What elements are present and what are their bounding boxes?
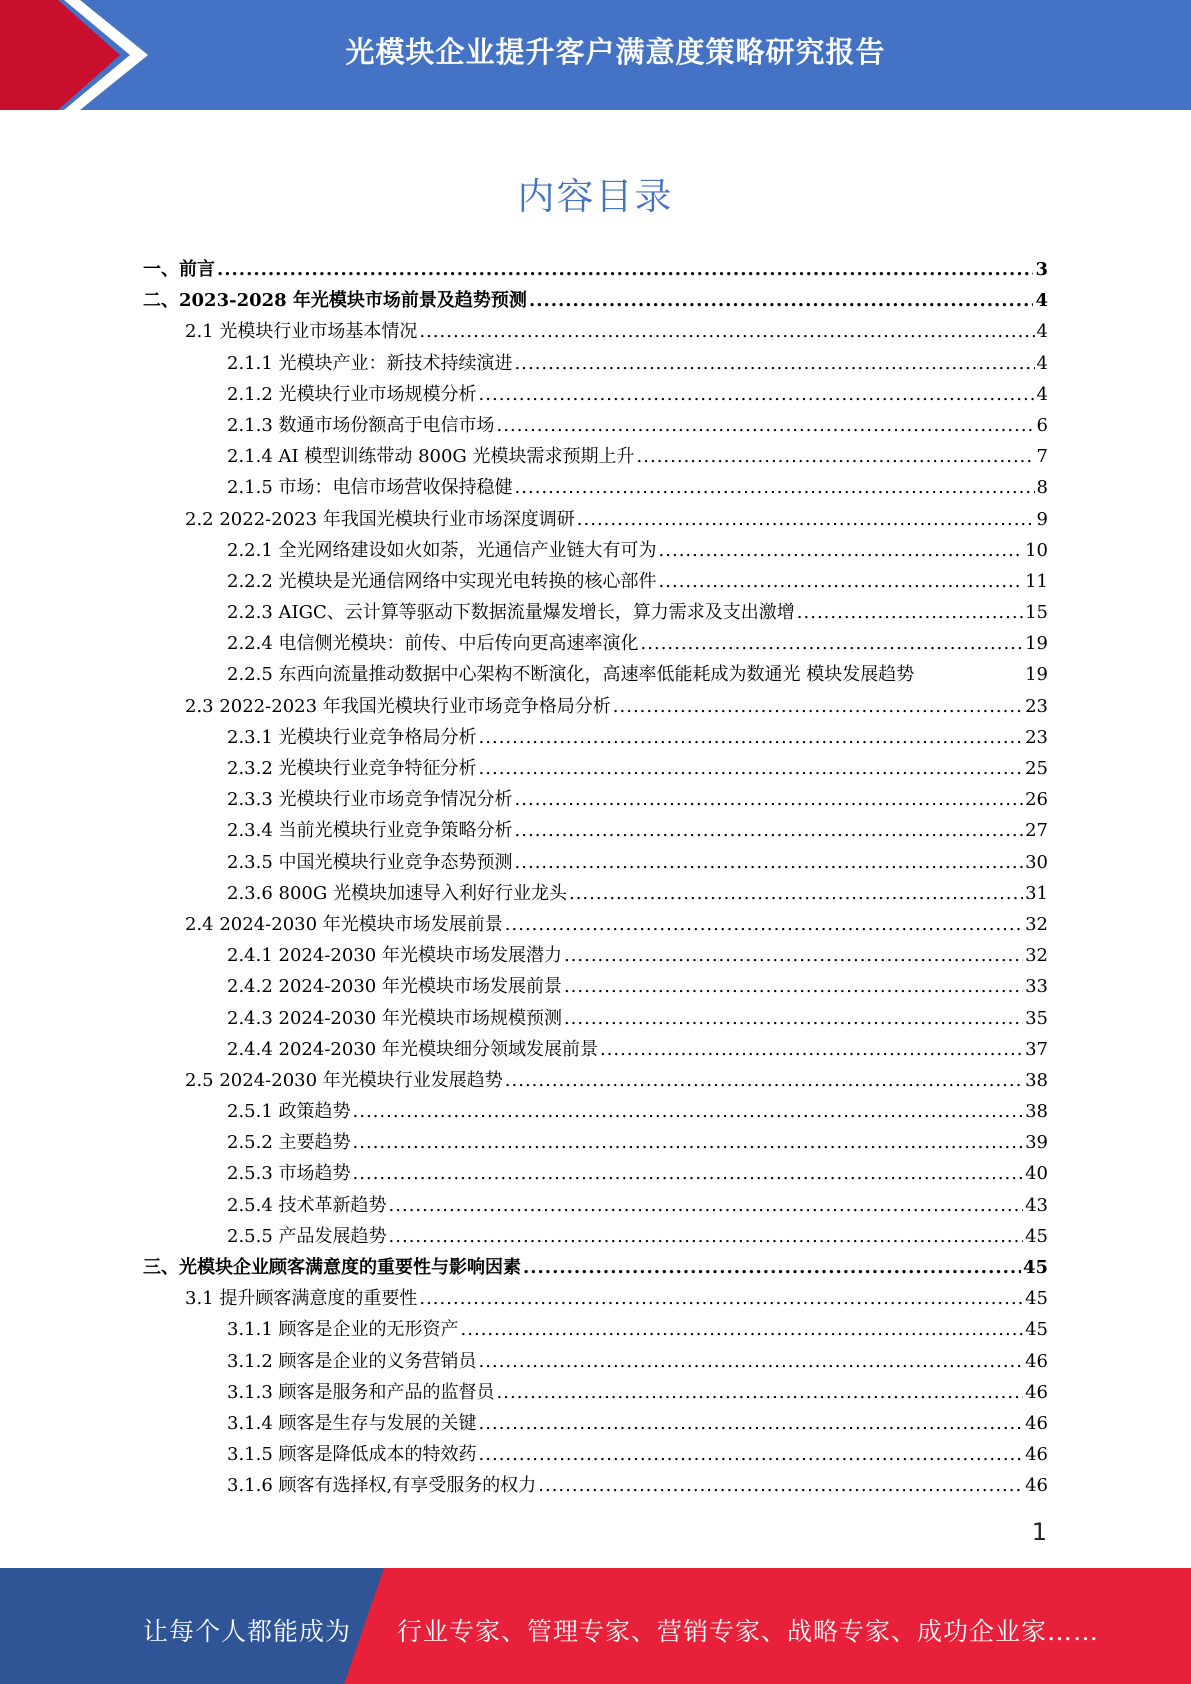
toc-dot-leader <box>479 722 1024 753</box>
toc-entry-title: 2.5.5 产品发展趋势 <box>227 1225 387 1247</box>
toc-entry[interactable] <box>143 815 1048 846</box>
toc-entry-title: 2.5.1 政策趋势 <box>227 1101 351 1123</box>
toc-entry-title: 2.1.2 光模块行业市场规模分析 <box>227 383 477 405</box>
toc-entry-title: 2.2.1 全光网络建设如火如荼，光通信产业链大有可为 <box>227 539 657 561</box>
toc-dot-leader <box>515 784 1024 815</box>
toc-dot-leader <box>505 1065 1023 1096</box>
toc-entry-page: 33 <box>1025 976 1048 998</box>
toc-entry[interactable] <box>143 1096 1048 1127</box>
toc-entry-title: 2.5.3 市场趋势 <box>227 1163 351 1185</box>
toc-entry-title: 2.4.2 2024-2030 年光模块市场发展前景 <box>227 976 562 998</box>
toc-entry-page: 45 <box>1022 1257 1048 1278</box>
toc-entry-title: 2.2.5 东西向流量推动数据中心架构不断演化，高速率低能耗成为数通光 模块发展趋势 <box>227 664 915 686</box>
toc-entry[interactable] <box>143 753 1048 784</box>
toc-entry[interactable] <box>143 909 1048 940</box>
toc-entry-title: 2.1.4 AI 模型训练带动 800G 光模块需求预期上升 <box>227 446 635 468</box>
table-of-contents <box>143 254 1048 1502</box>
toc-dot-leader <box>637 441 1035 472</box>
toc-entry-title: 3.1.6 顾客有选择权,有享受服务的权力 <box>227 1475 537 1497</box>
toc-dot-leader <box>538 1470 1023 1501</box>
toc-entry-title: 2.3.3 光模块行业市场竞争情况分析 <box>227 789 513 811</box>
toc-entry[interactable] <box>143 878 1048 909</box>
toc-dot-leader <box>505 909 1023 940</box>
toc-entry-page: 23 <box>1025 726 1048 748</box>
toc-entry[interactable] <box>143 659 1048 690</box>
toc-dot-leader <box>613 691 1023 722</box>
toc-entry-title: 2.1.3 数通市场份额高于电信市场 <box>227 414 495 436</box>
toc-entry[interactable] <box>143 1470 1048 1501</box>
toc-entry[interactable] <box>143 441 1048 472</box>
toc-entry-title: 2.4 2024-2030 年光模块市场发展前景 <box>185 913 503 935</box>
toc-entry-page: 11 <box>1025 570 1048 592</box>
toc-dot-leader <box>515 847 1024 878</box>
footer-slogan-left: 让每个人都能成为 <box>143 1617 352 1646</box>
toc-dot-leader <box>389 1221 1024 1252</box>
toc-entry-page: 46 <box>1025 1444 1048 1466</box>
toc-entry-title: 2.5 2024-2030 年光模块行业发展趋势 <box>185 1069 503 1091</box>
toc-dot-leader <box>641 628 1024 659</box>
toc-entry[interactable] <box>143 316 1048 347</box>
toc-entry-page: 30 <box>1025 851 1048 873</box>
toc-entry-title: 3.1 提升顾客满意度的重要性 <box>185 1288 418 1310</box>
toc-dot-leader <box>577 504 1035 535</box>
toc-dot-leader <box>353 1158 1024 1189</box>
toc-entry[interactable] <box>143 1003 1048 1034</box>
toc-entry-page: 10 <box>1025 539 1048 561</box>
toc-entry[interactable] <box>143 1221 1048 1252</box>
toc-entry-page: 6 <box>1036 414 1048 436</box>
toc-dot-leader <box>564 1003 1023 1034</box>
toc-entry[interactable] <box>143 1034 1048 1065</box>
toc-entry-title: 2.2.4 电信侧光模块：前传、中后传向更高速率演化 <box>227 633 639 655</box>
toc-entry-title: 3.1.5 顾客是降低成本的特效药 <box>227 1444 477 1466</box>
toc-dot-leader <box>479 1439 1024 1470</box>
toc-entry[interactable] <box>143 379 1048 410</box>
toc-entry[interactable] <box>143 1127 1048 1158</box>
toc-dot-leader <box>419 316 1034 347</box>
toc-entry-title: 2.1.1 光模块产业：新技术持续演进 <box>227 352 513 374</box>
toc-entry-title: 3.1.2 顾客是企业的义务营销员 <box>227 1350 477 1372</box>
toc-dot-leader <box>353 1096 1024 1127</box>
toc-entry[interactable] <box>143 285 1048 316</box>
toc-entry-title: 2.2.2 光模块是光通信网络中实现光电转换的核心部件 <box>227 570 657 592</box>
toc-entry[interactable] <box>143 691 1048 722</box>
toc-entry-title: 2.2.3 AIGC、云计算等驱动下数据流量爆发增长，算力需求及支出激增 <box>227 602 795 624</box>
toc-entry[interactable] <box>143 1314 1048 1345</box>
toc-dot-leader <box>515 472 1035 503</box>
toc-entry[interactable] <box>143 1377 1048 1408</box>
toc-entry-title: 2.5.4 技术革新趋势 <box>227 1194 387 1216</box>
toc-entry-page: 4 <box>1035 290 1048 312</box>
toc-dot-leader <box>515 815 1024 846</box>
toc-entry-page: 32 <box>1025 945 1048 967</box>
toc-entry[interactable] <box>143 348 1048 379</box>
toc-entry-page: 35 <box>1025 1007 1048 1029</box>
toc-entry-page: 4 <box>1036 383 1048 405</box>
toc-dot-leader <box>479 1346 1024 1377</box>
toc-entry[interactable] <box>143 504 1048 535</box>
toc-entry-title: 2.3.6 800G 光模块加速导入利好行业龙头 <box>227 882 567 904</box>
toc-entry-title: 3.1.1 顾客是企业的无形资产 <box>227 1319 459 1341</box>
toc-entry[interactable] <box>143 597 1048 628</box>
toc-entry-title: 2.5.2 主要趋势 <box>227 1132 351 1154</box>
toc-entry-title: 2.4.4 2024-2030 年光模块细分领域发展前景 <box>227 1038 598 1060</box>
toc-entry[interactable] <box>143 254 1048 285</box>
toc-entry[interactable] <box>143 1190 1048 1221</box>
toc-entry-page: 19 <box>1025 664 1048 686</box>
toc-entry[interactable] <box>143 847 1048 878</box>
page-number: 1 <box>1031 1518 1047 1546</box>
toc-dot-leader <box>479 753 1024 784</box>
toc-dot-leader <box>529 285 1034 316</box>
toc-entry-page: 40 <box>1025 1163 1048 1185</box>
toc-dot-leader <box>497 410 1035 441</box>
toc-dot-leader <box>497 1377 1024 1408</box>
toc-entry-title: 一、前言 <box>143 259 215 280</box>
toc-entry-title: 3.1.3 顾客是服务和产品的监督员 <box>227 1381 495 1403</box>
toc-entry-page: 26 <box>1025 789 1048 811</box>
toc-dot-leader <box>564 971 1023 1002</box>
toc-entry[interactable] <box>143 472 1048 503</box>
page-header <box>0 0 1191 110</box>
toc-dot-leader <box>659 535 1024 566</box>
toc-entry-title: 2.1.5 市场：电信市场营收保持稳健 <box>227 477 513 499</box>
toc-dot-leader <box>659 566 1024 597</box>
toc-dot-leader <box>217 254 1033 285</box>
toc-entry-title: 二、2023-2028 年光模块市场前景及趋势预测 <box>143 290 527 312</box>
toc-entry[interactable] <box>143 1346 1048 1377</box>
toc-entry-page: 45 <box>1025 1288 1048 1310</box>
toc-entry-title: 三、光模块企业顾客满意度的重要性与影响因素 <box>143 1257 521 1278</box>
toc-entry-title: 2.2 2022-2023 年我国光模块行业市场深度调研 <box>185 508 575 530</box>
toc-dot-leader <box>389 1190 1024 1221</box>
toc-heading: 内容目录 <box>517 175 674 218</box>
toc-entry[interactable] <box>143 1408 1048 1439</box>
toc-entry-title: 2.4.3 2024-2030 年光模块市场规模预测 <box>227 1007 562 1029</box>
toc-entry[interactable] <box>143 410 1048 441</box>
toc-entry-title: 2.3 2022-2023 年我国光模块行业市场竞争格局分析 <box>185 695 611 717</box>
toc-dot-leader <box>797 597 1023 628</box>
toc-entry[interactable] <box>143 566 1048 597</box>
toc-entry-page: 43 <box>1025 1194 1048 1216</box>
toc-entry-title: 2.3.1 光模块行业竞争格局分析 <box>227 726 477 748</box>
toc-entry-page: 31 <box>1025 882 1048 904</box>
toc-entry-page: 38 <box>1025 1069 1048 1091</box>
red-arrow-icon <box>0 0 160 110</box>
toc-entry[interactable] <box>143 628 1048 659</box>
toc-entry[interactable] <box>143 1158 1048 1189</box>
toc-dot-leader <box>515 348 1035 379</box>
toc-entry[interactable] <box>143 971 1048 1002</box>
toc-entry[interactable] <box>143 784 1048 815</box>
toc-entry-page: 27 <box>1025 820 1048 842</box>
toc-entry-title: 2.3.2 光模块行业竞争特征分析 <box>227 758 477 779</box>
toc-entry-title: 3.1.4 顾客是生存与发展的关键 <box>227 1412 477 1434</box>
toc-entry-page: 46 <box>1025 1350 1048 1372</box>
toc-dot-leader <box>479 1408 1024 1439</box>
toc-dot-leader <box>461 1314 1024 1345</box>
toc-entry-page: 7 <box>1036 446 1048 468</box>
toc-dot-leader <box>600 1034 1023 1065</box>
toc-entry[interactable] <box>143 1252 1048 1283</box>
toc-entry-page: 38 <box>1025 1101 1048 1123</box>
toc-entry-title: 2.1 光模块行业市场基本情况 <box>185 321 418 343</box>
toc-entry-page: 8 <box>1036 477 1048 499</box>
toc-entry-page: 39 <box>1025 1132 1048 1154</box>
toc-entry-page: 15 <box>1025 602 1048 624</box>
toc-entry-page: 45 <box>1025 1225 1048 1247</box>
toc-entry-page: 19 <box>1025 633 1048 655</box>
toc-dot-leader <box>479 379 1035 410</box>
toc-entry-page: 25 <box>1025 758 1048 779</box>
toc-entry[interactable] <box>143 722 1048 753</box>
toc-entry-page: 37 <box>1025 1038 1048 1060</box>
toc-entry-page: 46 <box>1025 1412 1048 1434</box>
toc-dot-leader <box>523 1252 1021 1283</box>
toc-entry-page: 32 <box>1025 913 1048 935</box>
toc-entry-page: 23 <box>1025 695 1048 717</box>
toc-dot-leader <box>569 878 1023 909</box>
report-title: 光模块企业提升客户满意度策略研究报告 <box>345 35 886 69</box>
toc-dot-leader <box>564 940 1023 971</box>
toc-entry[interactable] <box>143 1283 1048 1314</box>
toc-entry-title: 2.3.4 当前光模块行业竞争策略分析 <box>227 820 513 842</box>
footer-slogan-right: 行业专家、管理专家、营销专家、战略专家、成功企业家…… <box>397 1617 1100 1646</box>
toc-entry-title: 2.4.1 2024-2030 年光模块市场发展潜力 <box>227 945 562 967</box>
toc-entry-page: 4 <box>1036 321 1048 343</box>
page-footer <box>0 1568 1191 1684</box>
toc-entry-page: 4 <box>1036 352 1048 374</box>
toc-entry-page: 46 <box>1025 1475 1048 1497</box>
toc-entry-page: 3 <box>1035 259 1048 280</box>
toc-entry-title: 2.3.5 中国光模块行业竞争态势预测 <box>227 851 513 873</box>
toc-entry-page: 46 <box>1025 1381 1048 1403</box>
toc-entry[interactable] <box>143 1065 1048 1096</box>
toc-dot-leader <box>353 1127 1024 1158</box>
toc-dot-leader <box>419 1283 1023 1314</box>
toc-entry[interactable] <box>143 940 1048 971</box>
toc-entry[interactable] <box>143 535 1048 566</box>
toc-entry[interactable] <box>143 1439 1048 1470</box>
toc-entry-page: 45 <box>1025 1319 1048 1341</box>
toc-entry-page: 9 <box>1036 508 1048 530</box>
